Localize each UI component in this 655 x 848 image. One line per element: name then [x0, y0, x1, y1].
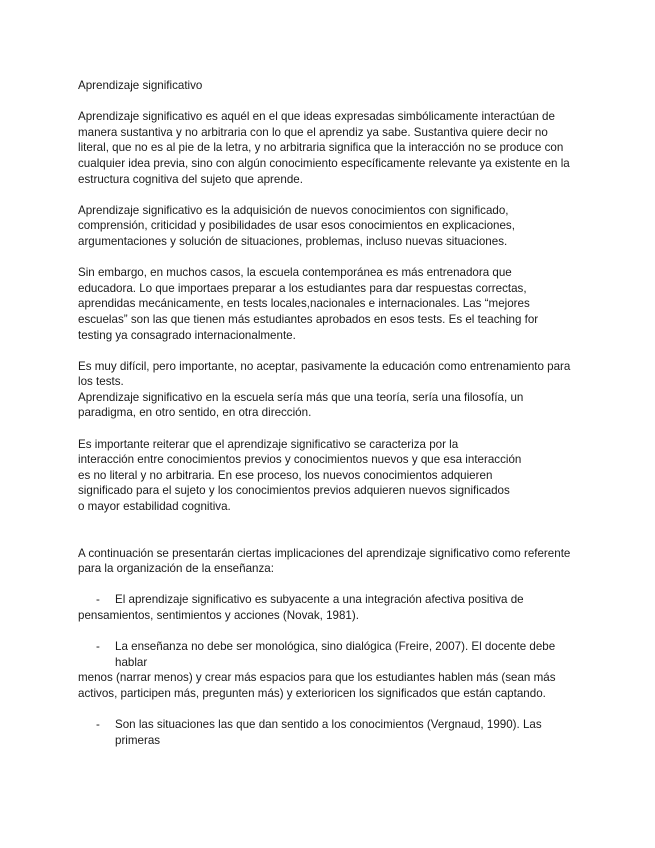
bullet-list: [78, 592, 580, 748]
paragraph-line: significado para el sujeto y los conocimientos previos adquieren nuevos significados: [78, 484, 510, 498]
paragraph-line: Aprendizaje significativo es la adquisición de nuevos conocimientos con significado,: [78, 203, 509, 217]
document-page: [78, 78, 580, 748]
bullet-item: [78, 717, 580, 748]
paragraph-line: escuelas” son las que tienen más estudiantes aprobados en esos tests. Es el teaching for: [78, 312, 539, 326]
paragraph-line: los tests.: [78, 375, 124, 389]
bullet-continuation: menos (narrar menos) y crear más espacios para que los estudiantes hablen más (sean más: [78, 671, 556, 685]
paragraph-line: es no literal y no arbitraria. En ese proceso, los nuevos conocimientos adquieren: [78, 468, 493, 482]
paragraph-line: A continuación se presentarán ciertas implicaciones del aprendizaje significativo como referente: [78, 546, 571, 560]
paragraph-line: cualquier idea previa, sino con algún conocimiento específicamente relevante ya existente en la: [78, 156, 570, 170]
paragraph-line: interacción entre conocimientos previos y conocimientos nuevos y que esa interacción: [78, 453, 522, 467]
bullet-dash: -: [96, 718, 100, 732]
bullet-line: primeras: [115, 733, 161, 747]
paragraph-line: para la organización de la enseñanza:: [78, 562, 274, 576]
paragraph-line: Aprendizaje significativo es aquél en el que ideas expresadas simbólicamente interactúan de: [78, 110, 555, 124]
bullet-line: hablar: [115, 655, 148, 669]
paragraph-1: [78, 109, 580, 187]
bullet-line: La enseñanza no debe ser monológica, sino dialógica (Freire, 2007). El docente debe: [115, 640, 556, 654]
bullet-dash: -: [96, 640, 100, 654]
paragraph-3: [78, 265, 580, 343]
bullet-item: [78, 592, 580, 623]
paragraph-line: testing ya consagrado internacionalmente.: [78, 328, 296, 342]
paragraph-line: Sin embargo, en muchos casos, la escuela contemporánea es más entrenadora que: [78, 266, 512, 280]
paragraph-line: aprendidas mecánicamente, en tests locales,nacionales e internacionales. Las “mejores: [78, 297, 530, 311]
paragraph-5: [78, 437, 580, 515]
paragraph-line: paradigma, en otro sentido, en otra dirección.: [78, 406, 312, 420]
paragraph-line: estructura cognitiva del sujeto que aprende.: [78, 172, 303, 186]
bullet-dash: -: [96, 593, 100, 607]
paragraph-6: [78, 546, 580, 577]
paragraph-line: Es muy difícil, pero importante, no aceptar, pasivamente la educación como entrenamiento para: [78, 359, 571, 373]
paragraph-line: comprensión, criticidad y posibilidades de usar esos conocimientos en explicaciones,: [78, 219, 515, 233]
paragraph-line: educadora. Lo que importaes preparar a los estudiantes para dar respuestas correctas,: [78, 281, 527, 295]
bullet-line: El aprendizaje significativo es subyacente a una integración afectiva positiva de: [115, 593, 524, 607]
bullet-line: Son las situaciones las que dan sentido a los conocimientos (Vergnaud, 1990). Las: [115, 718, 542, 732]
paragraph-line: o mayor estabilidad cognitiva.: [78, 500, 231, 514]
paragraph-line: argumentaciones y solución de situaciones, problemas, incluso nuevas situaciones.: [78, 234, 508, 248]
paragraph-line: Aprendizaje significativo en la escuela sería más que una teoría, sería una filosofía, un: [78, 390, 524, 404]
paragraph-2: [78, 203, 580, 250]
bullet-continuation: pensamientos, sentimientos y acciones (Novak, 1981).: [78, 609, 359, 622]
bullet-continuation: activos, participen más, pregunten más) y exterioricen los significados que están captando.: [78, 686, 546, 700]
paragraph-4: [78, 359, 580, 421]
paragraph-line: literal, que no es al pie de la letra, y no arbitraria significa que la interacción no se produce con: [78, 141, 564, 155]
bullet-item: [78, 639, 580, 701]
document-title: Aprendizaje significativo: [78, 79, 203, 92]
paragraph-line: Es importante reiterar que el aprendizaje significativo se caracteriza por la: [78, 437, 459, 451]
paragraph-line: manera sustantiva y no arbitraria con lo que el aprendiz ya sabe. Sustantiva quiere decir no: [78, 125, 548, 139]
